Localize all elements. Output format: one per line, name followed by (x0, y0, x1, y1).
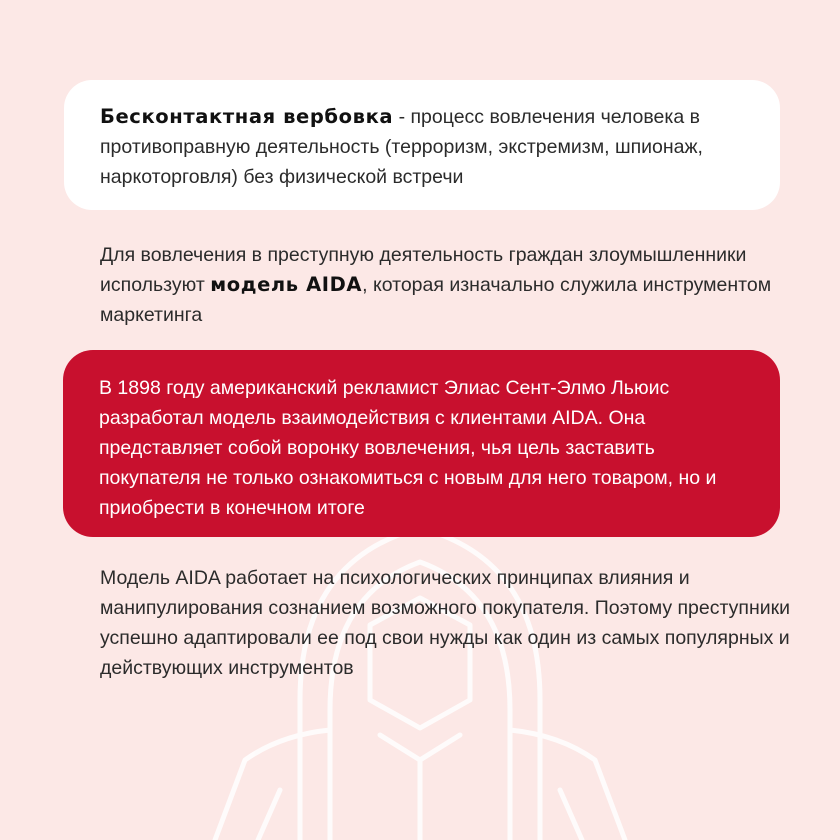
aida-explanation-text: Модель AIDA работает на психологических принципах влияния и манипулирования сознанием возможного покупателя. Поэтому преступники успешно адаптировали ее под свои нужды как один из самых популярных и действующих инструментов (100, 567, 791, 679)
aida-intro-after: , которая изначально служила инструментом маркетинга (100, 274, 772, 326)
definition-card (64, 80, 780, 210)
aida-term: модель AIDA (210, 273, 363, 296)
history-text: В 1898 году американский рекламист Элиас Сент-Элмо Льюис разработал модель взаимодействия с клиентами AIDA. Она представляет собой воронку вовлечения, чья цель заставить покупателя не только ознакомиться с новым для него товаром, но и приобрести в конечном итоге (99, 377, 717, 519)
aida-intro-before: Для вовлечения в преступную деятельность граждан злоумышленники используют (100, 244, 747, 296)
definition-text (100, 102, 750, 192)
definition-body: - процесс вовлечения человека в противоправную деятельность (терроризм, экстремизм, шпионаж, наркоторговля) без физической встречи (100, 106, 703, 188)
history-card (63, 350, 780, 537)
definition-term: Бесконтактная вербовка (100, 105, 394, 128)
aida-explanation-paragraph (100, 563, 800, 683)
aida-intro-paragraph (100, 240, 800, 330)
